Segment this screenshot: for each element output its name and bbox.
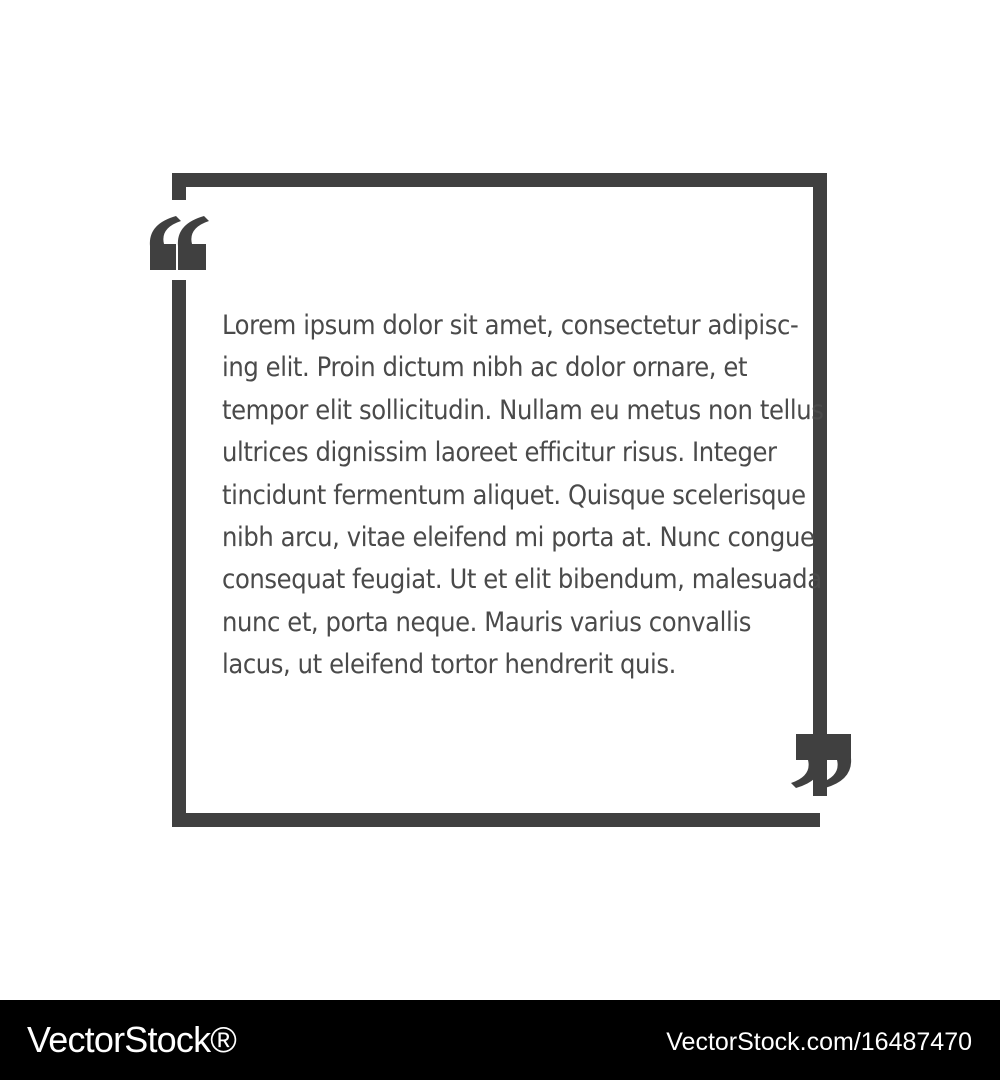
open-quote-icon — [150, 216, 209, 270]
quote-line: tincidunt fermentum aliquet. Quisque scelerisque — [222, 479, 806, 511]
image-reference: VectorStock.com/16487470 — [666, 1028, 972, 1056]
watermark-footer — [0, 1000, 1000, 1080]
quote-line: consequat feugiat. Ut et elit bibendum, malesuada — [222, 564, 822, 596]
quote-line: ultrices dignissim laoreet efficitur risus. Integer — [222, 437, 777, 469]
quote-line: ing elit. Proin dictum nibh ac dolor ornare, et — [222, 352, 748, 384]
quote-body — [222, 305, 824, 687]
brand-logo-text: VectorStock® — [27, 1019, 237, 1060]
quote-line: tempor elit sollicitudin. Nullam eu metus non tellus — [222, 394, 824, 426]
quote-line: nunc et, porta neque. Mauris varius convallis — [222, 606, 751, 638]
quote-line: lacus, ut eleifend tortor hendrerit quis. — [222, 649, 676, 681]
quote-line: nibh arcu, vitae eleifend mi porta at. Nunc congue — [222, 522, 815, 554]
quote-line: Lorem ipsum dolor sit amet, consectetur adipisc- — [222, 310, 799, 341]
